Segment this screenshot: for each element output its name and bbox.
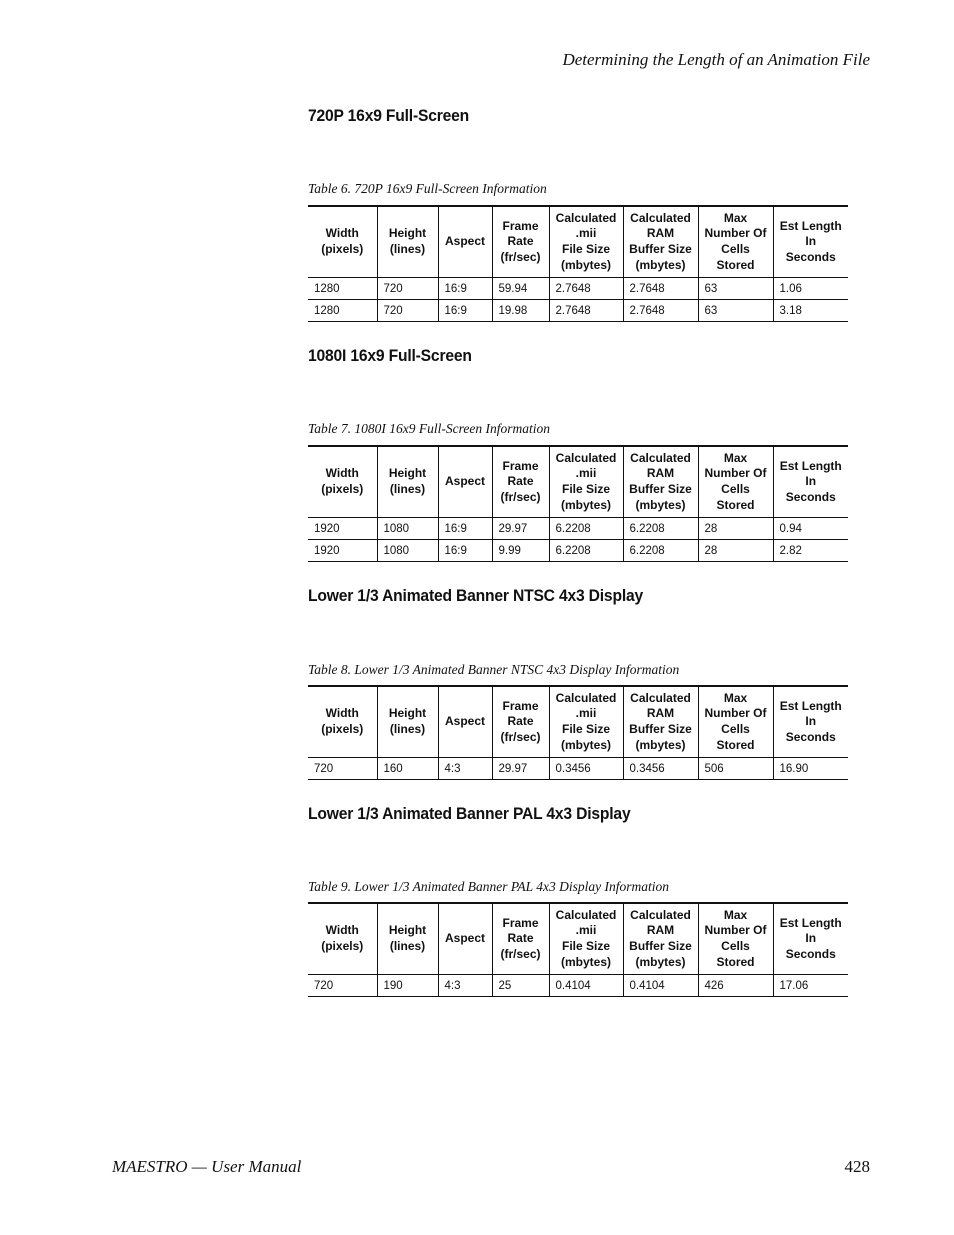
column-header xyxy=(549,446,623,518)
section-title: Lower 1/3 Animated Banner PAL 4x3 Display xyxy=(308,804,631,823)
column-header xyxy=(438,686,492,758)
table-cell: 0.4104 xyxy=(549,975,623,997)
table-cell: 2.7648 xyxy=(623,278,698,300)
column-header-line: (lines) xyxy=(389,939,426,953)
column-header xyxy=(308,686,377,758)
table-cell: 1280 xyxy=(308,300,377,322)
table-caption: Table 9. Lower 1/3 Animated Banner PAL 4x3 Display Information xyxy=(308,879,670,894)
column-header xyxy=(549,903,623,975)
column-header-line: Height xyxy=(388,706,427,721)
table-row xyxy=(308,540,848,562)
column-header-line: (lines) xyxy=(389,242,426,256)
column-header-line: Calculated xyxy=(630,450,691,465)
table-cell: 16:9 xyxy=(438,278,492,300)
column-header-line: Seconds xyxy=(785,249,836,264)
column-header xyxy=(623,686,698,758)
table-cell: 16.90 xyxy=(773,758,848,780)
table-cell: 1080 xyxy=(377,518,438,540)
column-header-line: Stored xyxy=(716,737,755,752)
column-header xyxy=(308,206,377,278)
table-header-row xyxy=(308,206,848,278)
table-cell: 190 xyxy=(377,975,438,997)
info-table xyxy=(308,685,848,780)
table-cell: 1920 xyxy=(308,540,377,562)
table-cell: 17.06 xyxy=(773,975,848,997)
column-header-line: Cells xyxy=(721,242,750,256)
column-header-line: File Size xyxy=(561,722,611,736)
column-header xyxy=(773,903,848,975)
column-header-line: Seconds xyxy=(785,729,836,744)
table-cell: 28 xyxy=(698,518,773,540)
section-title: 1080I 16x9 Full-Screen xyxy=(308,346,472,365)
column-header-line: (pixels) xyxy=(321,722,364,736)
column-header-line: .mii xyxy=(575,706,597,721)
column-header-line: Cells xyxy=(721,939,750,953)
column-header-line: Est Length xyxy=(779,218,842,233)
column-header-line: Calculated xyxy=(555,210,617,225)
column-header-line: Height xyxy=(388,923,427,938)
table-cell: 2.82 xyxy=(773,540,848,562)
table-cell: 0.3456 xyxy=(623,758,698,780)
column-header-line: RAM xyxy=(646,706,675,721)
column-header xyxy=(773,206,848,278)
column-header xyxy=(492,686,549,758)
column-header-line: Height xyxy=(388,226,427,241)
table-cell: 6.2208 xyxy=(549,518,623,540)
column-header xyxy=(308,903,377,975)
column-header-line: Number Of xyxy=(704,923,767,938)
column-header-line: Stored xyxy=(716,954,755,969)
column-header xyxy=(492,446,549,518)
page-number: 428 xyxy=(844,1157,870,1176)
column-header-line: Buffer Size xyxy=(629,722,692,736)
column-header-line: In xyxy=(805,234,817,249)
table-cell: 19.98 xyxy=(492,300,549,322)
column-header-line: Width xyxy=(325,706,359,721)
column-header-line: (pixels) xyxy=(321,482,364,496)
column-header-line: Number Of xyxy=(704,466,767,481)
column-header-line: (mbytes) xyxy=(560,257,611,272)
info-table xyxy=(308,902,848,997)
table-cell: 4:3 xyxy=(438,975,492,997)
table-caption: Table 6. 720P 16x9 Full-Screen Information xyxy=(308,181,547,196)
column-header-line: Number Of xyxy=(704,226,767,241)
table-header-row xyxy=(308,686,848,758)
column-header xyxy=(438,446,492,518)
column-header xyxy=(492,903,549,975)
table-header-row xyxy=(308,446,848,518)
table-cell: 426 xyxy=(698,975,773,997)
column-header xyxy=(623,206,698,278)
table-row xyxy=(308,300,848,322)
table-cell: 2.7648 xyxy=(623,300,698,322)
table-cell: 2.7648 xyxy=(549,278,623,300)
column-header xyxy=(773,446,848,518)
table-caption: Table 8. Lower 1/3 Animated Banner NTSC 4x3 Display Information xyxy=(308,662,680,677)
column-header-line: Aspect xyxy=(444,474,485,489)
column-header xyxy=(377,206,438,278)
column-header-line: Buffer Size xyxy=(629,242,692,256)
table-cell: 16:9 xyxy=(438,540,492,562)
column-header xyxy=(438,903,492,975)
table-cell: 9.99 xyxy=(492,540,549,562)
column-header-line: Rate xyxy=(507,234,534,249)
column-header xyxy=(377,686,438,758)
column-header xyxy=(438,206,492,278)
column-header xyxy=(549,206,623,278)
column-header-line: Est Length xyxy=(779,458,842,473)
column-header-line: File Size xyxy=(561,482,611,496)
column-header-line: Aspect xyxy=(444,714,485,729)
table-cell: 0.3456 xyxy=(549,758,623,780)
column-header-line: (mbytes) xyxy=(560,737,611,752)
column-header-line: (fr/sec) xyxy=(500,249,541,264)
column-header-line: Width xyxy=(325,226,359,241)
column-header-line: In xyxy=(805,714,817,729)
column-header-line: Buffer Size xyxy=(629,939,692,953)
table-cell: 506 xyxy=(698,758,773,780)
table-cell: 63 xyxy=(698,278,773,300)
column-header-line: Stored xyxy=(716,497,755,512)
column-header xyxy=(698,206,773,278)
table-cell: 0.94 xyxy=(773,518,848,540)
column-header xyxy=(698,686,773,758)
column-header xyxy=(308,446,377,518)
column-header-line: Height xyxy=(388,466,427,481)
column-header xyxy=(623,903,698,975)
table-row xyxy=(308,278,848,300)
table-cell: 29.97 xyxy=(492,758,549,780)
column-header-line: Calculated xyxy=(630,690,691,705)
table-cell: 59.94 xyxy=(492,278,549,300)
column-header-line: Frame xyxy=(502,915,539,930)
table-cell: 16:9 xyxy=(438,300,492,322)
section-title: 720P 16x9 Full-Screen xyxy=(308,106,470,125)
column-header-line: Calculated xyxy=(555,450,617,465)
table-cell: 0.4104 xyxy=(623,975,698,997)
table-cell: 28 xyxy=(698,540,773,562)
column-header-line: In xyxy=(805,474,817,489)
column-header-line: Width xyxy=(325,923,359,938)
column-header-line: Max xyxy=(723,690,748,705)
column-header xyxy=(698,446,773,518)
table-row xyxy=(308,518,848,540)
column-header-line: (fr/sec) xyxy=(500,946,541,961)
table-cell: 1.06 xyxy=(773,278,848,300)
table-header-row xyxy=(308,903,848,975)
column-header-line: .mii xyxy=(575,923,597,938)
column-header-line: (mbytes) xyxy=(635,257,686,272)
table-caption: Table 7. 1080I 16x9 Full-Screen Information xyxy=(308,421,550,436)
column-header xyxy=(377,903,438,975)
column-header-line: (mbytes) xyxy=(560,954,611,969)
column-header-line: RAM xyxy=(646,923,675,938)
column-header-line: Frame xyxy=(502,218,539,233)
column-header-line: Cells xyxy=(721,722,750,736)
column-header-line: (pixels) xyxy=(321,939,364,953)
column-header-line: Aspect xyxy=(444,931,485,946)
table-row xyxy=(308,758,848,780)
column-header xyxy=(377,446,438,518)
section-title: Lower 1/3 Animated Banner NTSC 4x3 Display xyxy=(308,586,644,605)
column-header-line: Seconds xyxy=(785,489,836,504)
column-header-line: (fr/sec) xyxy=(500,729,541,744)
column-header-line: Frame xyxy=(502,698,539,713)
column-header xyxy=(492,206,549,278)
column-header-line: (mbytes) xyxy=(635,737,686,752)
column-header-line: Number Of xyxy=(704,706,767,721)
column-header xyxy=(773,686,848,758)
table-cell: 63 xyxy=(698,300,773,322)
table-cell: 1080 xyxy=(377,540,438,562)
column-header-line: In xyxy=(805,931,817,946)
column-header-line: Rate xyxy=(507,714,534,729)
column-header-line: .mii xyxy=(575,226,597,241)
table-cell: 3.18 xyxy=(773,300,848,322)
table-cell: 720 xyxy=(377,300,438,322)
column-header-line: Est Length xyxy=(779,698,842,713)
column-header-line: (mbytes) xyxy=(560,497,611,512)
table-cell: 6.2208 xyxy=(549,540,623,562)
table-cell: 4:3 xyxy=(438,758,492,780)
column-header-line: (fr/sec) xyxy=(500,489,541,504)
table-cell: 720 xyxy=(308,975,377,997)
running-head: Determining the Length of an Animation File xyxy=(562,50,870,69)
column-header xyxy=(549,686,623,758)
info-table xyxy=(308,445,848,562)
table-cell: 6.2208 xyxy=(623,540,698,562)
column-header-line: Aspect xyxy=(444,234,485,249)
column-header-line: Max xyxy=(723,450,748,465)
table-cell: 25 xyxy=(492,975,549,997)
column-header-line: Max xyxy=(723,210,748,225)
table-cell: 16:9 xyxy=(438,518,492,540)
column-header-line: Cells xyxy=(721,482,750,496)
table-cell: 720 xyxy=(308,758,377,780)
column-header-line: (lines) xyxy=(389,722,426,736)
column-header-line: File Size xyxy=(561,939,611,953)
column-header-line: (mbytes) xyxy=(635,954,686,969)
column-header-line: Max xyxy=(723,907,748,922)
column-header-line: Rate xyxy=(507,474,534,489)
column-header-line: Est Length xyxy=(779,915,842,930)
table-cell: 29.97 xyxy=(492,518,549,540)
table-row xyxy=(308,975,848,997)
column-header-line: Width xyxy=(325,466,359,481)
column-header-line: RAM xyxy=(646,466,675,481)
column-header-line: Rate xyxy=(507,931,534,946)
column-header-line: (mbytes) xyxy=(635,497,686,512)
table-cell: 2.7648 xyxy=(549,300,623,322)
column-header-line: File Size xyxy=(561,242,611,256)
column-header-line: Buffer Size xyxy=(629,482,692,496)
column-header-line: Stored xyxy=(716,257,755,272)
column-header-line: Calculated xyxy=(555,907,617,922)
table-cell: 160 xyxy=(377,758,438,780)
column-header-line: Calculated xyxy=(630,907,691,922)
column-header-line: (lines) xyxy=(389,482,426,496)
footer-manual-title: MAESTRO — User Manual xyxy=(112,1157,302,1176)
column-header xyxy=(698,903,773,975)
table-cell: 1280 xyxy=(308,278,377,300)
column-header-line: RAM xyxy=(646,226,675,241)
info-table xyxy=(308,205,848,322)
table-cell: 6.2208 xyxy=(623,518,698,540)
table-cell: 720 xyxy=(377,278,438,300)
column-header-line: (pixels) xyxy=(321,242,364,256)
column-header xyxy=(623,446,698,518)
table-cell: 1920 xyxy=(308,518,377,540)
column-header-line: .mii xyxy=(575,466,597,481)
column-header-line: Seconds xyxy=(785,946,836,961)
column-header-line: Calculated xyxy=(555,690,617,705)
column-header-line: Frame xyxy=(502,458,539,473)
column-header-line: Calculated xyxy=(630,210,691,225)
